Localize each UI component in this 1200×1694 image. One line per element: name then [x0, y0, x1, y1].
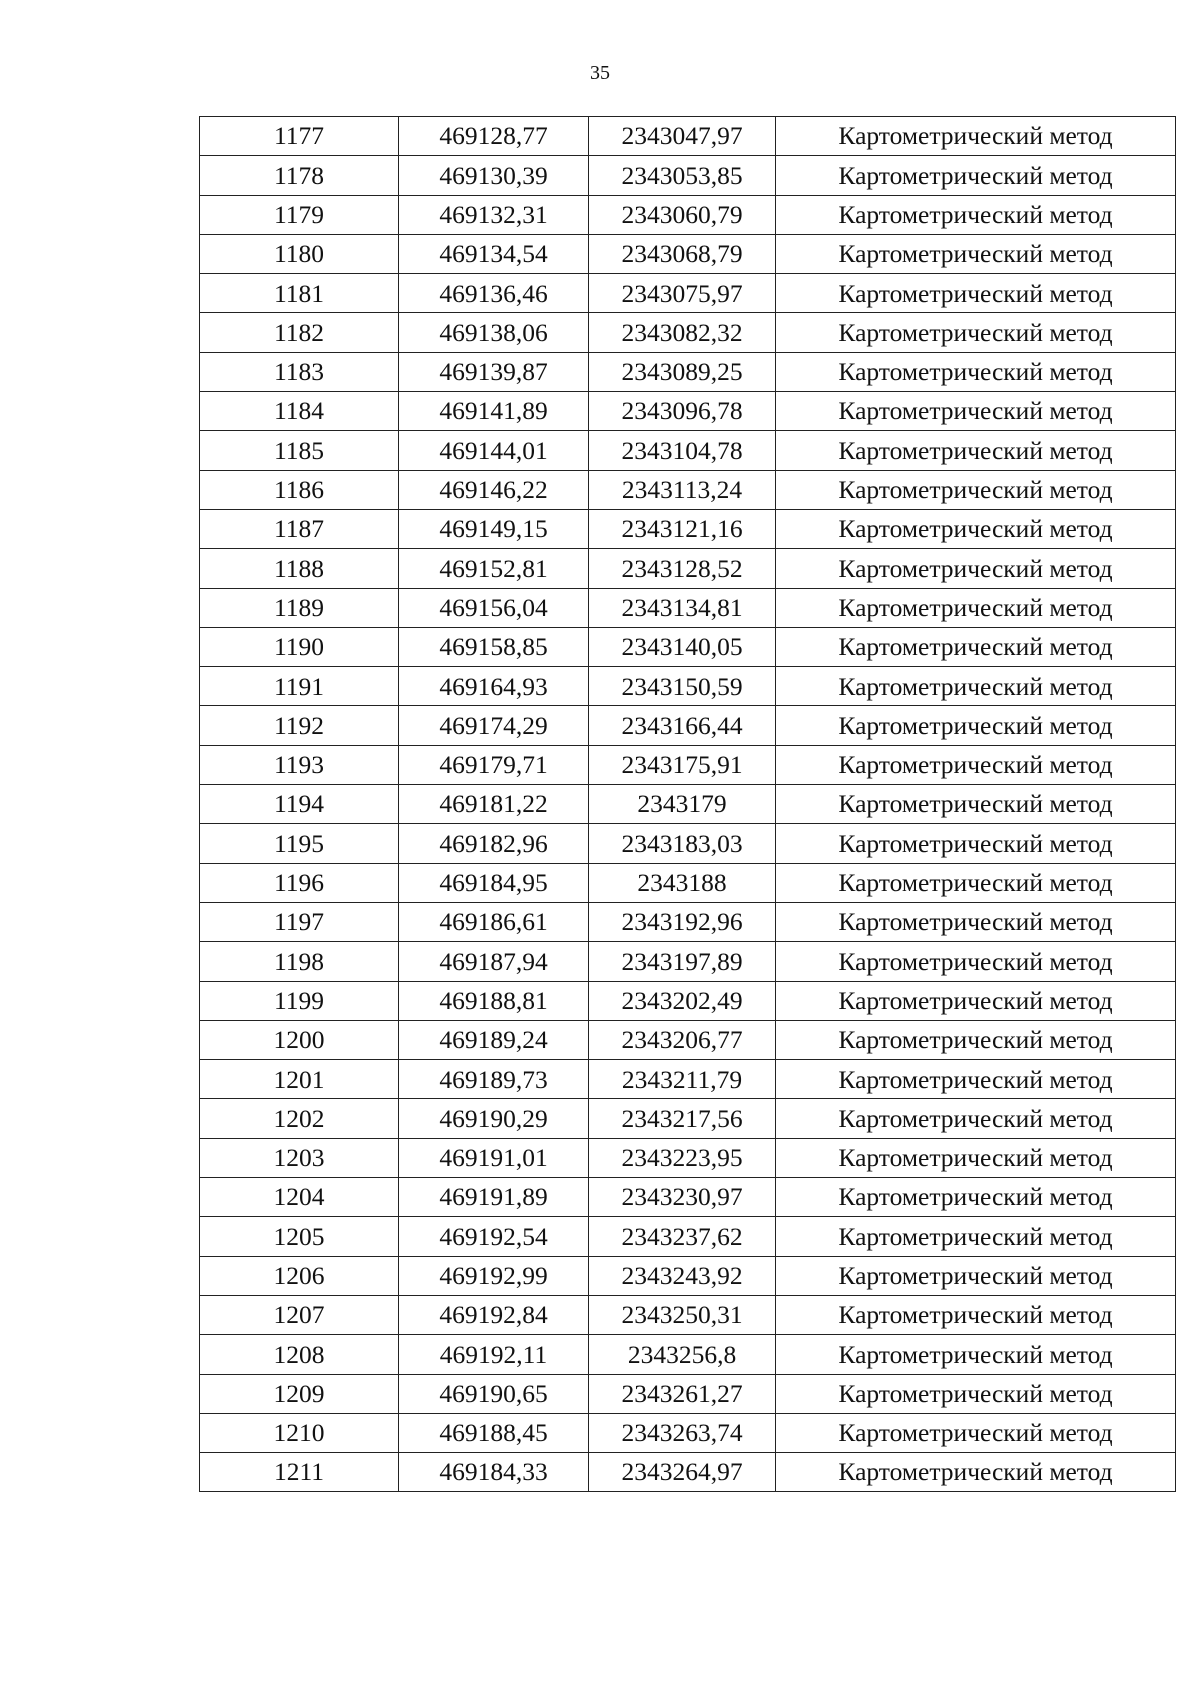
method-cell: Картометрический метод: [776, 627, 1176, 666]
point-number-cell: 1206: [200, 1256, 399, 1295]
x-coordinate-cell: 469138,06: [399, 313, 589, 352]
table-row: [200, 706, 1176, 745]
y-coordinate-cell: 2343075,97: [589, 274, 776, 313]
y-coordinate-cell: 2343179: [589, 785, 776, 824]
y-coordinate-cell: 2343264,97: [589, 1453, 776, 1492]
y-coordinate-cell: 2343060,79: [589, 195, 776, 234]
x-coordinate-cell: 469130,39: [399, 156, 589, 195]
table-row: [200, 1295, 1176, 1334]
method-cell: Картометрический метод: [776, 117, 1176, 156]
method-cell: Картометрический метод: [776, 1256, 1176, 1295]
x-coordinate-cell: 469134,54: [399, 234, 589, 273]
x-coordinate-cell: 469128,77: [399, 117, 589, 156]
point-number-cell: 1178: [200, 156, 399, 195]
point-number-cell: 1182: [200, 313, 399, 352]
point-number-cell: 1181: [200, 274, 399, 313]
table-row: [200, 824, 1176, 863]
y-coordinate-cell: 2343217,56: [589, 1099, 776, 1138]
y-coordinate-cell: 2343166,44: [589, 706, 776, 745]
table-row: [200, 863, 1176, 902]
table-row: [200, 1178, 1176, 1217]
point-number-cell: 1194: [200, 785, 399, 824]
point-number-cell: 1208: [200, 1335, 399, 1374]
table-row: [200, 117, 1176, 156]
method-cell: Картометрический метод: [776, 274, 1176, 313]
y-coordinate-cell: 2343192,96: [589, 902, 776, 941]
table-row: [200, 1099, 1176, 1138]
y-coordinate-cell: 2343089,25: [589, 352, 776, 391]
method-cell: Картометрический метод: [776, 1374, 1176, 1413]
x-coordinate-cell: 469136,46: [399, 274, 589, 313]
point-number-cell: 1195: [200, 824, 399, 863]
x-coordinate-cell: 469146,22: [399, 470, 589, 509]
method-cell: Картометрический метод: [776, 706, 1176, 745]
x-coordinate-cell: 469188,45: [399, 1413, 589, 1452]
y-coordinate-cell: 2343197,89: [589, 942, 776, 981]
x-coordinate-cell: 469184,33: [399, 1453, 589, 1492]
y-coordinate-cell: 2343230,97: [589, 1178, 776, 1217]
method-cell: Картометрический метод: [776, 392, 1176, 431]
table-row: [200, 470, 1176, 509]
table-row: [200, 1374, 1176, 1413]
x-coordinate-cell: 469158,85: [399, 627, 589, 666]
table-row: [200, 313, 1176, 352]
point-number-cell: 1177: [200, 117, 399, 156]
method-cell: Картометрический метод: [776, 470, 1176, 509]
y-coordinate-cell: 2343256,8: [589, 1335, 776, 1374]
table-row: [200, 942, 1176, 981]
point-number-cell: 1183: [200, 352, 399, 391]
table-row: [200, 352, 1176, 391]
x-coordinate-cell: 469186,61: [399, 902, 589, 941]
x-coordinate-cell: 469179,71: [399, 745, 589, 784]
point-number-cell: 1193: [200, 745, 399, 784]
x-coordinate-cell: 469191,89: [399, 1178, 589, 1217]
y-coordinate-cell: 2343140,05: [589, 627, 776, 666]
y-coordinate-cell: 2343237,62: [589, 1217, 776, 1256]
table-row: [200, 667, 1176, 706]
y-coordinate-cell: 2343206,77: [589, 1020, 776, 1059]
x-coordinate-cell: 469149,15: [399, 509, 589, 548]
method-cell: Картометрический метод: [776, 1099, 1176, 1138]
method-cell: Картометрический метод: [776, 1020, 1176, 1059]
x-coordinate-cell: 469184,95: [399, 863, 589, 902]
table-row: [200, 1138, 1176, 1177]
method-cell: Картометрический метод: [776, 1453, 1176, 1492]
method-cell: Картометрический метод: [776, 745, 1176, 784]
x-coordinate-cell: 469132,31: [399, 195, 589, 234]
point-number-cell: 1188: [200, 549, 399, 588]
method-cell: Картометрический метод: [776, 981, 1176, 1020]
method-cell: Картометрический метод: [776, 156, 1176, 195]
y-coordinate-cell: 2343250,31: [589, 1295, 776, 1334]
y-coordinate-cell: 2343096,78: [589, 392, 776, 431]
point-number-cell: 1187: [200, 509, 399, 548]
table-row: [200, 234, 1176, 273]
coordinates-table: [199, 116, 1176, 1492]
method-cell: Картометрический метод: [776, 234, 1176, 273]
y-coordinate-cell: 2343047,97: [589, 117, 776, 156]
point-number-cell: 1186: [200, 470, 399, 509]
x-coordinate-cell: 469192,99: [399, 1256, 589, 1295]
method-cell: Картометрический метод: [776, 1178, 1176, 1217]
table-row: [200, 1060, 1176, 1099]
y-coordinate-cell: 2343113,24: [589, 470, 776, 509]
table-row: [200, 627, 1176, 666]
method-cell: Картометрический метод: [776, 1335, 1176, 1374]
x-coordinate-cell: 469187,94: [399, 942, 589, 981]
method-cell: Картометрический метод: [776, 785, 1176, 824]
point-number-cell: 1191: [200, 667, 399, 706]
y-coordinate-cell: 2343188: [589, 863, 776, 902]
x-coordinate-cell: 469181,22: [399, 785, 589, 824]
table-row: [200, 588, 1176, 627]
table-row: [200, 902, 1176, 941]
x-coordinate-cell: 469190,29: [399, 1099, 589, 1138]
table-row: [200, 1020, 1176, 1059]
table-row: [200, 1413, 1176, 1452]
y-coordinate-cell: 2343053,85: [589, 156, 776, 195]
page-number: 35: [590, 62, 610, 84]
y-coordinate-cell: 2343202,49: [589, 981, 776, 1020]
point-number-cell: 1184: [200, 392, 399, 431]
table-row: [200, 745, 1176, 784]
x-coordinate-cell: 469152,81: [399, 549, 589, 588]
x-coordinate-cell: 469189,73: [399, 1060, 589, 1099]
x-coordinate-cell: 469141,89: [399, 392, 589, 431]
point-number-cell: 1180: [200, 234, 399, 273]
point-number-cell: 1205: [200, 1217, 399, 1256]
point-number-cell: 1192: [200, 706, 399, 745]
point-number-cell: 1200: [200, 1020, 399, 1059]
method-cell: Картометрический метод: [776, 1217, 1176, 1256]
method-cell: Картометрический метод: [776, 313, 1176, 352]
point-number-cell: 1209: [200, 1374, 399, 1413]
point-number-cell: 1190: [200, 627, 399, 666]
x-coordinate-cell: 469192,54: [399, 1217, 589, 1256]
y-coordinate-cell: 2343263,74: [589, 1413, 776, 1452]
method-cell: Картометрический метод: [776, 588, 1176, 627]
point-number-cell: 1199: [200, 981, 399, 1020]
table-row: [200, 509, 1176, 548]
table-row: [200, 549, 1176, 588]
table-row: [200, 156, 1176, 195]
table-row: [200, 1256, 1176, 1295]
x-coordinate-cell: 469190,65: [399, 1374, 589, 1413]
x-coordinate-cell: 469192,84: [399, 1295, 589, 1334]
table-row: [200, 195, 1176, 234]
method-cell: Картометрический метод: [776, 942, 1176, 981]
y-coordinate-cell: 2343104,78: [589, 431, 776, 470]
x-coordinate-cell: 469144,01: [399, 431, 589, 470]
table-row: [200, 785, 1176, 824]
point-number-cell: 1185: [200, 431, 399, 470]
y-coordinate-cell: 2343121,16: [589, 509, 776, 548]
y-coordinate-cell: 2343211,79: [589, 1060, 776, 1099]
method-cell: Картометрический метод: [776, 902, 1176, 941]
y-coordinate-cell: 2343243,92: [589, 1256, 776, 1295]
method-cell: Картометрический метод: [776, 509, 1176, 548]
x-coordinate-cell: 469191,01: [399, 1138, 589, 1177]
y-coordinate-cell: 2343134,81: [589, 588, 776, 627]
y-coordinate-cell: 2343082,32: [589, 313, 776, 352]
table-row: [200, 1217, 1176, 1256]
y-coordinate-cell: 2343183,03: [589, 824, 776, 863]
method-cell: Картометрический метод: [776, 431, 1176, 470]
table-row: [200, 1453, 1176, 1492]
point-number-cell: 1201: [200, 1060, 399, 1099]
method-cell: Картометрический метод: [776, 549, 1176, 588]
table-row: [200, 274, 1176, 313]
y-coordinate-cell: 2343150,59: [589, 667, 776, 706]
x-coordinate-cell: 469189,24: [399, 1020, 589, 1059]
method-cell: Картометрический метод: [776, 863, 1176, 902]
table-row: [200, 981, 1176, 1020]
method-cell: Картометрический метод: [776, 667, 1176, 706]
point-number-cell: 1207: [200, 1295, 399, 1334]
x-coordinate-cell: 469156,04: [399, 588, 589, 627]
method-cell: Картометрический метод: [776, 1413, 1176, 1452]
x-coordinate-cell: 469192,11: [399, 1335, 589, 1374]
point-number-cell: 1211: [200, 1453, 399, 1492]
point-number-cell: 1203: [200, 1138, 399, 1177]
table-row: [200, 1335, 1176, 1374]
y-coordinate-cell: 2343128,52: [589, 549, 776, 588]
x-coordinate-cell: 469164,93: [399, 667, 589, 706]
x-coordinate-cell: 469174,29: [399, 706, 589, 745]
x-coordinate-cell: 469182,96: [399, 824, 589, 863]
point-number-cell: 1196: [200, 863, 399, 902]
method-cell: Картометрический метод: [776, 352, 1176, 391]
coordinates-table-body: [200, 117, 1176, 1492]
x-coordinate-cell: 469188,81: [399, 981, 589, 1020]
point-number-cell: 1210: [200, 1413, 399, 1452]
point-number-cell: 1198: [200, 942, 399, 981]
point-number-cell: 1197: [200, 902, 399, 941]
method-cell: Картометрический метод: [776, 1138, 1176, 1177]
method-cell: Картометрический метод: [776, 824, 1176, 863]
y-coordinate-cell: 2343175,91: [589, 745, 776, 784]
point-number-cell: 1202: [200, 1099, 399, 1138]
point-number-cell: 1179: [200, 195, 399, 234]
y-coordinate-cell: 2343261,27: [589, 1374, 776, 1413]
method-cell: Картометрический метод: [776, 195, 1176, 234]
point-number-cell: 1189: [200, 588, 399, 627]
table-row: [200, 392, 1176, 431]
method-cell: Картометрический метод: [776, 1060, 1176, 1099]
method-cell: Картометрический метод: [776, 1295, 1176, 1334]
x-coordinate-cell: 469139,87: [399, 352, 589, 391]
y-coordinate-cell: 2343223,95: [589, 1138, 776, 1177]
table-row: [200, 431, 1176, 470]
y-coordinate-cell: 2343068,79: [589, 234, 776, 273]
point-number-cell: 1204: [200, 1178, 399, 1217]
